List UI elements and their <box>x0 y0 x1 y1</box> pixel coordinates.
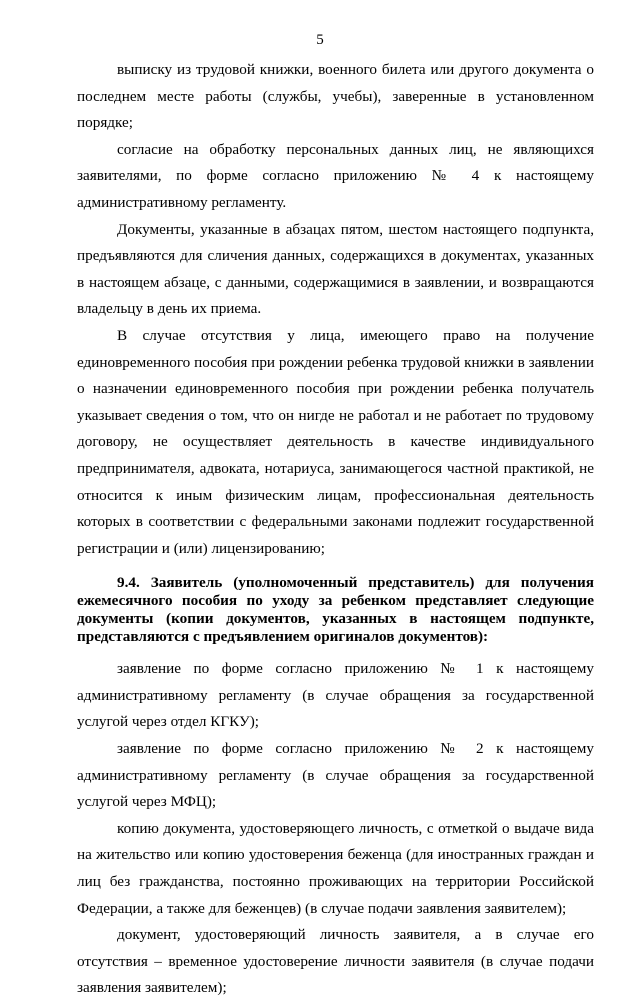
paragraph-personal-data-consent: согласие на обработку персональных данных лиц, не являющихся заявителями, по форме согласно приложению № 4 к настоящему административному регламенту. <box>77 140 594 211</box>
paragraph-application-form-2: заявление по форме согласно приложению № 2 к настоящему административному регламенту (в случае обращения за государственной услугой через МФЦ); <box>77 740 594 811</box>
page-number: 5 <box>316 32 324 48</box>
paragraph-identity-document-copy: копию документа, удостоверяющего личность, с отметкой о выдаче вида на жительство или копию удостоверения беженца (для иностранных граждан и лиц без гражданства, постоянно проживающих на территории Российской Федерации, а также для беженцев) (в случае подачи заявления заявителем); <box>77 819 594 917</box>
paragraph-section-9-4-heading: 9.4. Заявитель (уполномоченный представитель) для получения ежемесячного пособия по уходу за ребенком представляет следующие документы (копии документов, указанных в настоящем подпункте, представляются с предъявлением оригиналов документов): <box>77 574 594 646</box>
paragraph-documents-verification: Документы, указанные в абзацах пятом, шестом настоящего подпункта, предъявляются для сличения данных, содержащихся в документах, указанных в настоящем абзаце, с данными, содержащимися в заявлении, и возвращаются владельцу в день их приема. <box>77 220 594 318</box>
paragraph-application-form-1: заявление по форме согласно приложению № 1 к настоящему административному регламенту (в случае обращения за государственной услугой через отдел КГКУ); <box>77 660 594 731</box>
document-body <box>77 57 594 1002</box>
paragraph-no-work-book: В случае отсутствия у лица, имеющего право на получение единовременного пособия при рождении ребенка трудовой книжки в заявлении о назначении единовременного пособия при рождении ребенка получатель указывает сведения о том, что он нигде не работал и не работает по трудовому договору, не осуществляет деятельность в качестве индивидуального предпринимателя, адвоката, нотариуса, занимающегося частной практикой, не относится к иным физическим лицам, профессиональная деятельность которых в соответствии с федеральными законами подлежит государственной регистрации и (или) лицензированию; <box>77 326 594 557</box>
paragraph-identity-document: документ, удостоверяющий личность заявителя, а в случае его отсутствия – временное удостоверение личности заявителя (в случае подачи заявления заявителем); <box>77 926 594 997</box>
paragraph-work-book-extract: выписку из трудовой книжки, военного билета или другого документа о последнем месте работы (службы, учебы), заверенные в установленном порядке; <box>77 61 594 132</box>
